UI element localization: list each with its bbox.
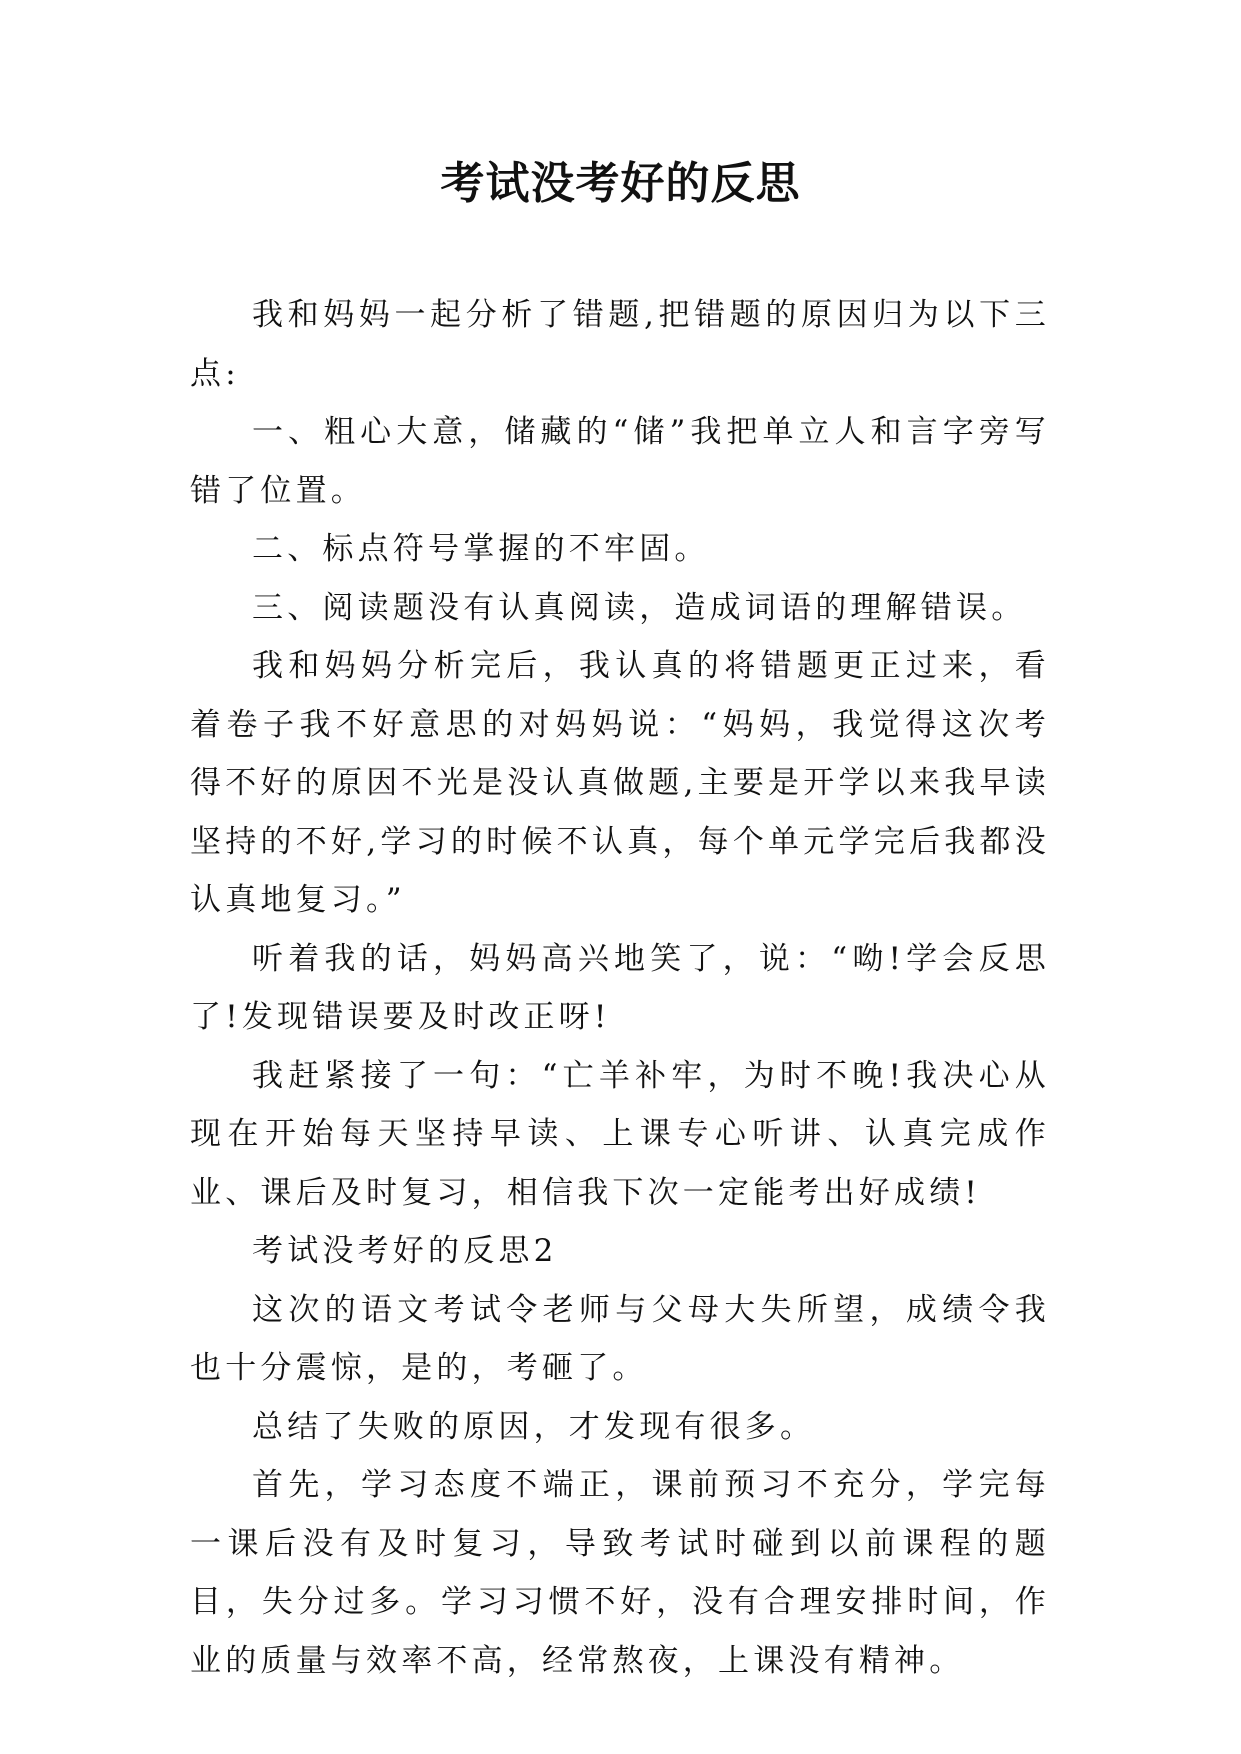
paragraph-point-three: 三、阅读题没有认真阅读，造成词语的理解错误。 [252,589,1027,626]
paragraph-exam-result: 这次的语文考试令老师与父母大失所望，成绩令我也十分震惊，是的，考砸了。 [190,1291,1050,1386]
paragraph-first-reason: 首先，学习态度不端正，课前预习不充分，学完每一课后没有及时复习，导致考试时碰到以前课程的题目，失分过多。学习习惯不好，没有合理安排时间，作业的质量与效率不高，经常熬夜，上课没有精神。 [190,1467,1050,1679]
paragraph-summary: 总结了失败的原因，才发现有很多。 [252,1408,816,1445]
section-heading-2: 考试没考好的反思2 [252,1233,558,1269]
paragraph-resolution: 我赶紧接了一句：“亡羊补牢，为时不晚!我决心从现在开始每天坚持早读、上课专心听讲、认真完成作业、课后及时复习，相信我下次一定能考出好成绩! [190,1057,1050,1211]
paragraph-correction: 我和妈妈分析完后，我认真的将错题更正过来，看着卷子我不好意思的对妈妈说：“妈妈，我觉得这次考得不好的原因不光是没认真做题,主要是开学以来我早读坚持的不好,学习的时候不认真，每个单元学完后我都没认真地复习。” [190,648,1050,918]
document-title: 考试没考好的反思 [440,158,801,209]
paragraph-point-one: 一、粗心大意，储藏的“储”我把单立人和言字旁写错了位置。 [190,414,1050,509]
paragraph-point-two: 二、标点符号掌握的不牢固。 [252,531,710,567]
document-body [190,286,1050,1690]
paragraph-intro: 我和妈妈一起分析了错题,把错题的原因归为以下三点: [190,297,1050,392]
paragraph-mother-reply: 听着我的话，妈妈高兴地笑了，说：“呦!学会反思了!发现错误要及时改正呀! [190,940,1050,1035]
